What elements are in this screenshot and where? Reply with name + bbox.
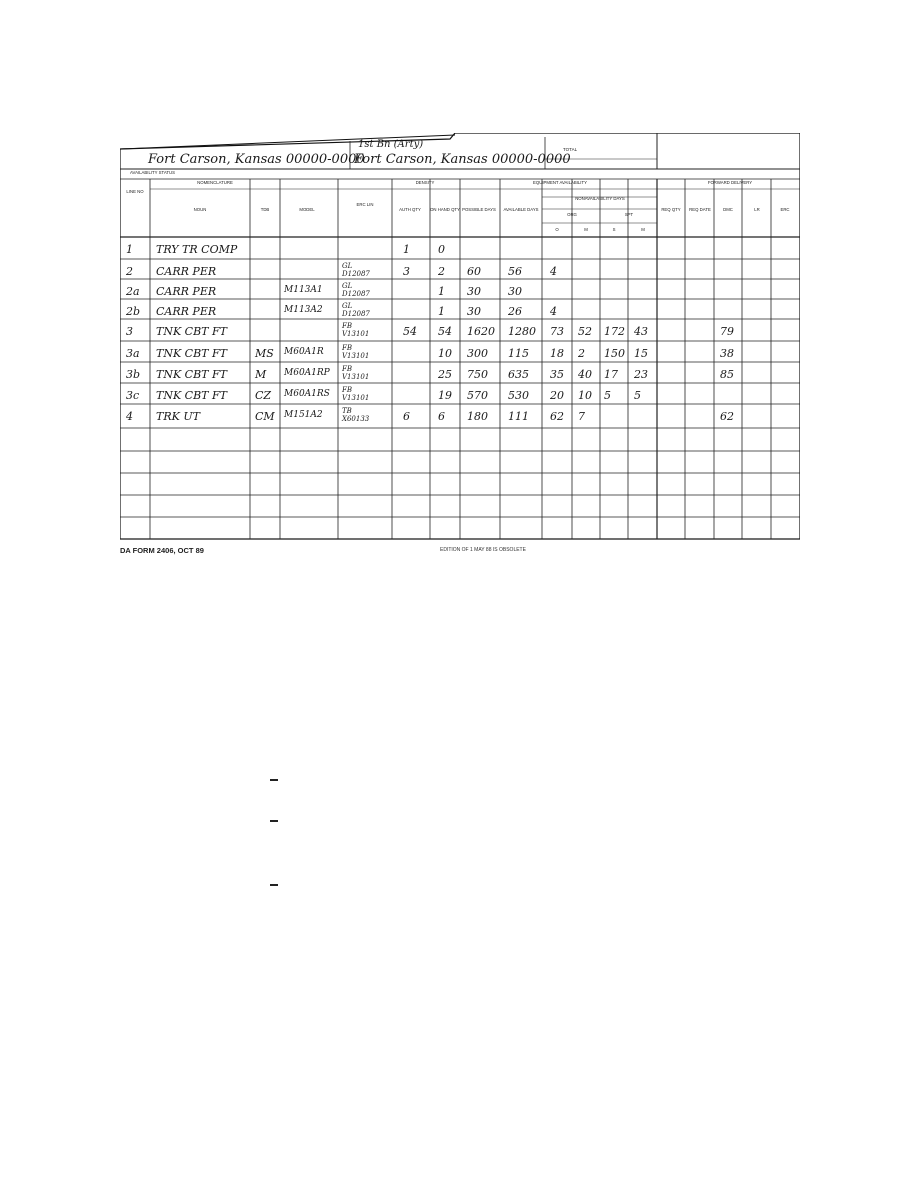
cell-possible-days: 30	[467, 305, 481, 318]
col-erc-lin: ERC LIN	[356, 202, 374, 207]
cell-on-hand-qty: 10	[438, 347, 452, 360]
cell-erc-lin: GL D12087	[342, 302, 370, 318]
cell-dmc: 79	[720, 325, 734, 338]
cell-line-no: 3c	[126, 389, 140, 402]
total-box-label: TOTAL	[563, 147, 578, 152]
col-m1: M	[584, 227, 588, 232]
cell-nonavail-spt-m: 43	[634, 325, 648, 338]
unit-address-left: Fort Carson, Kansas 00000-0000	[148, 152, 365, 167]
cell-available-days: 56	[508, 265, 522, 278]
cell-on-hand-qty: 6	[438, 410, 445, 423]
unit-address-right: Fort Carson, Kansas 00000-0000	[354, 152, 571, 167]
cell-line-no: 3a	[126, 347, 140, 360]
cell-available-days: 635	[508, 368, 529, 381]
cell-erc-lin: GL D12087	[342, 282, 370, 298]
cell-possible-days: 180	[467, 410, 488, 423]
cell-available-days: 1280	[508, 325, 536, 338]
cell-nonavail-org-o: 4	[550, 265, 557, 278]
cell-erc-lin: FB V13101	[342, 386, 370, 402]
col-nonavailability-days: NONAVAILABILITY DAYS	[575, 196, 625, 201]
cell-noun: TNK CBT FT	[156, 368, 227, 381]
cell-model: M151A2	[284, 410, 323, 420]
cell-nonavail-spt-s: 17	[604, 368, 618, 381]
cell-nonavail-spt-m: 23	[634, 368, 648, 381]
cell-nonavail-org-m: 7	[578, 410, 585, 423]
col-nomenclature: NOMENCLATURE	[197, 180, 233, 185]
cell-erc-lin: GL D12087	[342, 262, 370, 278]
form-id-label: DA FORM 2406, OCT 89	[120, 546, 204, 555]
cell-possible-days: 570	[467, 389, 488, 402]
edition-note: EDITION OF 1 MAY 88 IS OBSOLETE	[440, 547, 526, 553]
col-equipment-availability: EQUIPMENT AVAILABILITY	[533, 180, 587, 185]
col-s: S	[612, 227, 616, 232]
cell-auth-qty: 6	[403, 410, 410, 423]
col-density: DENSITY	[415, 180, 435, 185]
cell-on-hand-qty: 19	[438, 389, 452, 402]
cell-available-days: 30	[508, 285, 522, 298]
cell-noun: TRY TR COMP	[156, 243, 238, 256]
cell-noun: CARR PER	[156, 285, 217, 298]
cell-possible-days: 60	[467, 265, 481, 278]
col-spt: SPT	[624, 212, 634, 217]
col-on-hand-qty: ON HAND QTY	[430, 207, 460, 212]
cell-noun: CARR PER	[156, 265, 217, 278]
col-dmc: DMC	[723, 207, 733, 212]
list-dash-2	[270, 820, 278, 822]
col-possible-days: POSSIBLE DAYS	[462, 207, 496, 212]
cell-tdb: CM	[255, 410, 275, 423]
col-model: MODEL	[299, 207, 315, 212]
col-req-date: REQ DATE	[689, 207, 711, 212]
cell-tdb: M	[255, 368, 267, 381]
cell-model: M60A1RS	[284, 389, 330, 399]
cell-auth-qty: 1	[403, 243, 410, 256]
cell-possible-days: 30	[467, 285, 481, 298]
cell-noun: TNK CBT FT	[156, 389, 227, 402]
cell-erc-lin: FB V13101	[342, 322, 370, 338]
cell-dmc: 85	[720, 368, 734, 381]
cell-line-no: 2b	[126, 305, 141, 318]
cell-nonavail-spt-s: 150	[604, 347, 625, 360]
cell-nonavail-org-o: 4	[550, 305, 557, 318]
cell-on-hand-qty: 25	[438, 368, 452, 381]
list-dash-3	[270, 884, 278, 886]
col-auth-qty: AUTH QTY	[399, 207, 421, 212]
cell-model: M113A2	[284, 305, 323, 315]
cell-available-days: 530	[508, 389, 529, 402]
cell-nonavail-org-o: 18	[550, 347, 564, 360]
cell-erc-lin: FB V13101	[342, 344, 370, 360]
cell-erc-lin: FB V13101	[342, 365, 370, 381]
cell-on-hand-qty: 54	[438, 325, 452, 338]
cell-available-days: 26	[508, 305, 522, 318]
cell-nonavail-org-m: 52	[578, 325, 592, 338]
col-tdb: TDB	[260, 207, 270, 212]
section-a-label: AVAILABILITY STATUS	[130, 170, 175, 175]
cell-model: M60A1R	[284, 347, 324, 357]
cell-available-days: 111	[508, 410, 529, 423]
cell-nonavail-org-o: 20	[550, 389, 564, 402]
col-available-days: AVAILABLE DAYS	[503, 207, 539, 212]
col-lr: LR	[754, 207, 760, 212]
cell-nonavail-org-o: 62	[550, 410, 564, 423]
col-erc: ERC	[780, 207, 790, 212]
cell-line-no: 2a	[126, 285, 140, 298]
col-m2: M	[641, 227, 645, 232]
cell-dmc: 62	[720, 410, 734, 423]
cell-line-no: 4	[126, 410, 133, 423]
cell-nonavail-org-m: 2	[578, 347, 585, 360]
cell-nonavail-org-m: 40	[578, 368, 592, 381]
list-dash-1	[270, 779, 278, 781]
cell-nonavail-org-o: 35	[550, 368, 564, 381]
cell-on-hand-qty: 1	[438, 305, 445, 318]
cell-tdb: MS	[255, 347, 274, 360]
cell-nonavail-spt-s: 5	[604, 389, 611, 402]
cell-on-hand-qty: 0	[438, 243, 445, 256]
col-line-no: LINE NO	[126, 189, 144, 194]
cell-line-no: 1	[126, 243, 133, 256]
cell-line-no: 2	[126, 265, 133, 278]
col-forward-delivery: FORWARD DELIVERY	[707, 180, 753, 185]
cell-possible-days: 300	[467, 347, 488, 360]
cell-auth-qty: 3	[403, 265, 410, 278]
cell-nonavail-spt-s: 172	[604, 325, 625, 338]
cell-nonavail-org-o: 73	[550, 325, 564, 338]
cell-nonavail-spt-m: 5	[634, 389, 641, 402]
cell-noun: TNK CBT FT	[156, 325, 227, 338]
cell-dmc: 38	[720, 347, 734, 360]
cell-noun: CARR PER	[156, 305, 217, 318]
cell-tdb: CZ	[255, 389, 272, 402]
cell-line-no: 3	[126, 325, 133, 338]
col-noun: NOUN	[193, 207, 207, 212]
cell-available-days: 115	[508, 347, 529, 360]
unit-name: 1st Bn (Arty)	[358, 139, 424, 150]
cell-nonavail-org-m: 10	[578, 389, 592, 402]
cell-noun: TNK CBT FT	[156, 347, 227, 360]
cell-model: M60A1RP	[284, 368, 330, 378]
cell-line-no: 3b	[126, 368, 141, 381]
col-req-qty: REQ QTY	[661, 207, 681, 212]
cell-model: M113A1	[284, 285, 323, 295]
cell-noun: TRK UT	[156, 410, 200, 423]
da-form-2406	[120, 133, 800, 543]
cell-erc-lin: TB X60133	[342, 407, 370, 423]
col-o: O	[555, 227, 559, 232]
form-grid	[120, 133, 800, 543]
cell-auth-qty: 54	[403, 325, 417, 338]
cell-on-hand-qty: 2	[438, 265, 445, 278]
cell-possible-days: 750	[467, 368, 488, 381]
cell-possible-days: 1620	[467, 325, 495, 338]
cell-on-hand-qty: 1	[438, 285, 445, 298]
cell-nonavail-spt-m: 15	[634, 347, 648, 360]
col-org: ORG	[567, 212, 577, 217]
